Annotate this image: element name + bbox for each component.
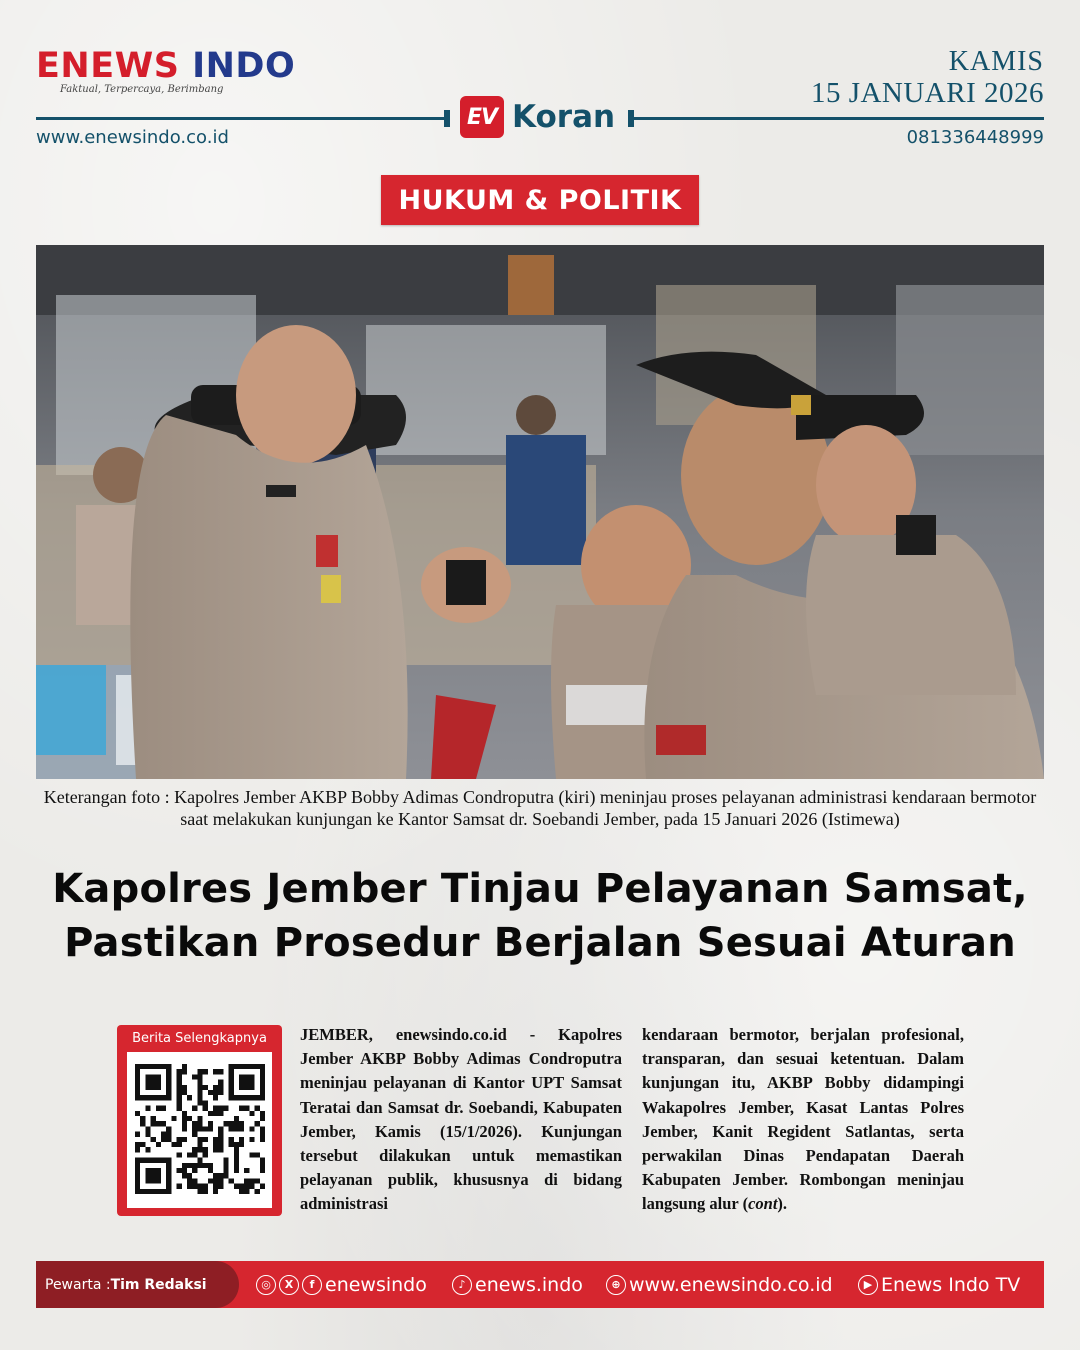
tiktok-icon: ♪ — [452, 1275, 472, 1295]
globe-icon: ⊕ — [606, 1275, 626, 1295]
masthead-divider-right — [634, 117, 1044, 120]
facebook-icon: f — [302, 1275, 322, 1295]
reporter-label: Pewarta : — [45, 1276, 111, 1293]
brand-name — [36, 46, 296, 86]
website-link[interactable]: www.enewsindo.co.id — [36, 127, 229, 148]
article-text-end: ). — [777, 1194, 788, 1214]
photo-caption: Keterangan foto : Kapolres Jember AKBP Bobby Adimas Condroputra (kiri) meninjau proses pelayanan administrasi kendaraan bermotor saat melakukan kunjungan ke Kantor Samsat dr. Soebandi Jember, pada 15 Januari 2026 (Istimewa) — [43, 787, 1037, 829]
social-link[interactable] — [256, 1261, 427, 1308]
headline: Kapolres Jember Tinjau Pelayanan Samsat, Pastikan Prosedur Berjalan Sesuai Aturan — [52, 866, 1028, 966]
qr-label: Berita Selengkapnya — [132, 1031, 267, 1046]
article-column-1 — [300, 1023, 622, 1217]
issue-date-full: 15 JANUARI 2026 — [810, 77, 1044, 109]
brand-tagline: Faktual, Terpercaya, Berimbang — [60, 84, 224, 95]
brand-name-part1: ENEWS — [36, 46, 180, 86]
tiktok-link[interactable] — [452, 1261, 583, 1308]
article-cont-marker: cont — [748, 1194, 778, 1214]
qr-card[interactable] — [117, 1025, 282, 1216]
instagram-icon: ◎ — [256, 1275, 276, 1295]
divider-cap-left — [444, 110, 450, 127]
youtube-icon: ▶ — [858, 1275, 878, 1295]
youtube-link[interactable] — [858, 1261, 1020, 1308]
footer-website: www.enewsindo.co.id — [629, 1273, 833, 1296]
reporter-name: Tim Redaksi — [110, 1276, 207, 1293]
tiktok-handle: enews.indo — [475, 1273, 583, 1296]
news-photo — [36, 245, 1044, 779]
qr-code-icon[interactable] — [127, 1052, 272, 1208]
issue-date — [811, 46, 1044, 108]
ev-logo-icon: EV — [460, 96, 504, 138]
footer-bar — [36, 1261, 1044, 1308]
edition-mark — [460, 96, 615, 138]
brand-name-part2: INDO — [179, 46, 296, 86]
divider-cap-right — [628, 110, 634, 127]
x-icon: X — [279, 1275, 299, 1295]
article-column-2 — [642, 1023, 964, 1217]
issue-day: KAMIS — [948, 46, 1044, 77]
reporter-credit — [36, 1261, 239, 1308]
phone-number: 081336448999 — [906, 127, 1044, 148]
edition-label: Koran — [512, 99, 616, 135]
category-badge: HUKUM & POLITIK — [381, 175, 699, 225]
brand-logo — [36, 46, 296, 95]
footer-website-link[interactable] — [606, 1261, 833, 1308]
article-text-main: kendaraan bermotor, berjalan profesional, transparan, dan sesuai ketentuan. Dalam kunjungan itu, AKBP Bobby didampingi Wakapolres Jember, Kasat Lantas Polres Jember, Kanit Regident Satlantas, serta perwakilan Dinas Pendapatan Daerah Kabupaten Jember. Rombongan meninjau langsung alur ( — [642, 1025, 964, 1214]
youtube-channel: Enews Indo TV — [881, 1273, 1021, 1296]
social-handle: enewsindo — [325, 1273, 427, 1296]
article-paragraph-2 — [642, 1023, 964, 1217]
masthead-divider-left — [36, 117, 448, 120]
article-paragraph-1: JEMBER, enewsindo.co.id - Kapolres Jember AKBP Bobby Adimas Condroputra meninjau pelayanan di Kantor UPT Samsat Teratai dan Samsat dr. Soebandi, Kabupaten Jember, Kamis (15/1/2026). Kunjungan tersebut dilakukan untuk memastikan pelayanan publik, khususnya di bidang administrasi — [300, 1025, 622, 1214]
